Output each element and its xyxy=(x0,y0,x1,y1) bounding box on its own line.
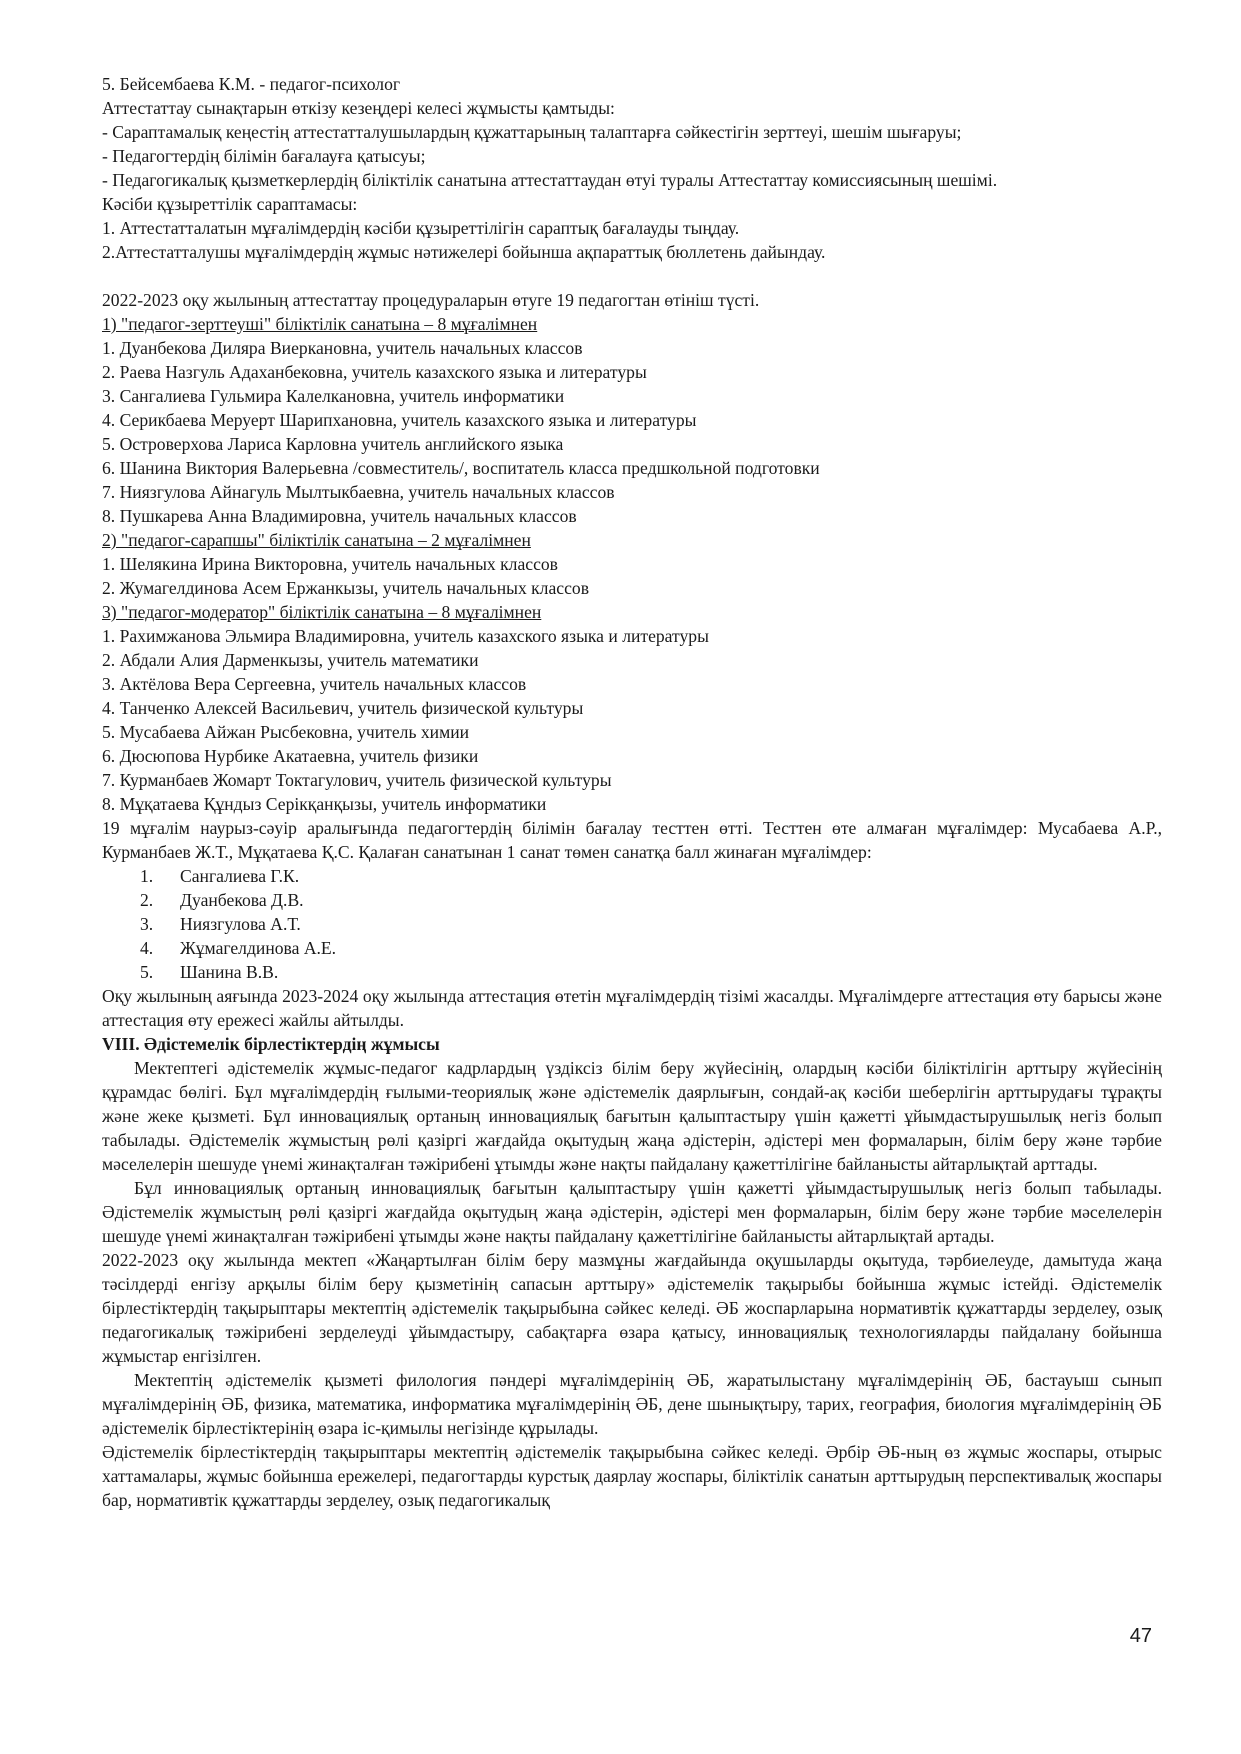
low-score-list xyxy=(102,864,1162,984)
list-text: Шанина В.В. xyxy=(180,962,279,982)
list-item: 1. Рахимжанова Эльмира Владимировна, учитель казахского языка и литературы xyxy=(102,626,709,646)
list-text: Жұмагелдинова А.Е. xyxy=(180,938,337,958)
page-number: 47 xyxy=(1129,1625,1152,1647)
text-line: 2.Аттестатталушы мұғалімдердің жұмыс нәтижелері бойынша ақпараттық бюллетень дайындау. xyxy=(102,242,826,262)
list-item: 5. Островерхова Лариса Карловна учитель английского языка xyxy=(102,434,564,454)
category-heading: 3) "педагог-модератор" біліктілік санатына – 8 мұғалімнен xyxy=(102,602,542,622)
list-item: 7. Курманбаев Жомарт Токтагулович, учитель физической культуры xyxy=(102,770,612,790)
list-item xyxy=(140,912,1162,936)
list-number: 3. xyxy=(140,914,154,934)
list-item: 1. Дуанбекова Диляра Виеркановна, учитель начальных классов xyxy=(102,338,583,358)
list-number: 5. xyxy=(140,962,154,982)
category-heading: 2) "педагог-сарапшы" біліктілік санатына – 2 мұғалімнен xyxy=(102,530,531,550)
list-text: Сангалиева Г.К. xyxy=(180,866,300,886)
commission-paragraph: - Педагогикалық қызметкерлердің біліктілік санатына аттестаттаудан өтуі туралы Аттестаттау комиссиясының шешімі. xyxy=(102,170,998,190)
list-text: Дуанбекова Д.В. xyxy=(180,890,304,910)
text-line: Кәсіби құзыреттілік сараптамасы: xyxy=(102,194,358,214)
list-item: 4. Танченко Алексей Васильевич, учитель физической культуры xyxy=(102,698,584,718)
list-item: 3. Сангалиева Гульмира Калелкановна, учитель информатики xyxy=(102,386,565,406)
body-paragraph: Бұл инновациялық ортаның инновациялық бағытын қалыптастыру үшін қажетті ұйымдастырушылық негіз болып табылады. Әдістемелік жұмыстың рөлі қазіргі жағдайда оқытудың жаңа әдістерін, әдістері мен формаларын, білім беру және тәрбие мәселелерін шешуде үнемі жинақталған тәжірибені ұтымды және нақты пайдалану қажеттілігіне байланысты айтарлықтай артады. xyxy=(102,1178,1162,1246)
text-line: - Педагогтердің білімін бағалауға қатысуы; xyxy=(102,146,426,166)
text-line: - Сараптамалық кеңестің аттестатталушылардың құжаттарының талаптарға сәйкестігін зерттеуі, шешім шығаруы; xyxy=(102,122,962,142)
section-heading: VIII. Әдістемелік бірлестіктердің жұмысы xyxy=(102,1034,440,1054)
category-heading: 1) "педагог-зерттеуші" біліктілік санатына – 8 мұғалімнен xyxy=(102,314,538,334)
list-item: 7. Ниязгулова Айнагуль Мылтыкбаевна, учитель начальных классов xyxy=(102,482,615,502)
list-item: 2. Раева Назгуль Адаханбековна, учитель казахского языка и литературы xyxy=(102,362,647,382)
applications-line: 2022-2023 оқу жылының аттестаттау процедураларын өтуге 19 педагогтан өтініш түсті. xyxy=(102,290,760,310)
list-item: 8. Пушкарева Анна Владимировна, учитель начальных классов xyxy=(102,506,577,526)
body-paragraph: Мектептің әдістемелік қызметі филология пәндері мұғалімдерінің ӘБ, жаратылыстану мұғалімдерінің ӘБ, бастауыш сынып мұғалімдерінің ӘБ, физика, математика, информатика мұғалімдерінің ӘБ, дене шынықтыру, тарих, география, биология мұғалімдерінің ӘБ әдістемелік бірлестіктерінің өзара іс-қимылы негізінде құрылады. xyxy=(102,1370,1162,1438)
list-number: 2. xyxy=(140,890,154,910)
list-item: 5. Мусабаева Айжан Рысбековна, учитель химии xyxy=(102,722,470,742)
document-page xyxy=(102,72,1162,1512)
body-paragraph: Әдістемелік бірлестіктердің тақырыптары мектептің әдістемелік тақырыбына сәйкес келеді. Әрбір ӘБ-ның өз жұмыс жоспары, отырыс хаттамалары, жұмыс бойынша ережелері, педагогтарды курстық даярлау жоспары, біліктілік санатын арттырудың перспективалық жоспары бар, нормативтік құжаттарды зерделеу, озық педагогикалық xyxy=(102,1442,1162,1510)
test-paragraph: 19 мұғалім наурыз-сәуір аралығында педагогтердің білімін бағалау тесттен өтті. Тесттен өте алмаған мұғалімдер: Мусабаева А.Р., Курманбаев Ж.Т., Мұқатаева Қ.С. Қалаған санатынан 1 санат төмен санатқа балл жинаған мұғалімдер: xyxy=(102,818,1162,862)
list-item: 6. Дюсюпова Нурбике Акатаевна, учитель физики xyxy=(102,746,479,766)
list-item xyxy=(140,936,1162,960)
year-end-paragraph: Оқу жылының аяғында 2023-2024 оқу жылында аттестация өтетін мұғалімдердің тізімі жасалды. Мұғалімдерге аттестация өту барысы және аттестация өту ережесі жайлы айтылды. xyxy=(102,986,1162,1030)
body-paragraph: 2022-2023 оқу жылында мектеп «Жаңартылған білім беру мазмұны жағдайында оқушыларды оқытуда, тәрбиелеуде, дамытуда жаңа тәсілдерді енгізу арқылы білім беру қызметінің сапасын арттыру» әдістемелік тақырыбы бойынша жұмыс істейді. Әдістемелік бірлестіктердің тақырыптары мектептің әдістемелік тақырыбына сәйкес келеді. ӘБ жоспарларына нормативтік құжаттарды зерделеу, озық педагогикалық тәжірибені зерделеуді ұйымдастыру, сабақтарға өзара қатысу, инновациялық технологияларды пайдалану бойынша жұмыстар енгізілген. xyxy=(102,1250,1162,1366)
body-paragraph: Мектептегі әдістемелік жұмыс-педагог кадрлардың үздіксіз білім беру жүйесінің, олардың кәсіби біліктілігін арттыру жүйесінің құрамдас бөлігі. Бұл мұғалімдердің ғылыми-теориялық және әдістемелік даярлығын, сондай-ақ кәсіби шеберлігін арттырудағы тұрақты және жеке қызметі. Бұл инновациялық ортаның инновациялық бағытын қалыптастыру үшін қажетті ұйымдастырушылық негіз болып табылады. Әдістемелік жұмыстың рөлі қазіргі жағдайда оқытудың жаңа әдістерін, әдістері мен формаларын, білім беру және тәрбие мәселелерін шешуде үнемі жинақталған тәжірибені ұтымды және нақты пайдалану қажеттілігіне байланысты айтарлықтай арттады. xyxy=(102,1058,1162,1174)
list-item xyxy=(140,864,1162,888)
list-item: 3. Актёлова Вера Сергеевна, учитель начальных классов xyxy=(102,674,527,694)
list-item: 8. Мұқатаева Құндыз Серікқанқызы, учитель информатики xyxy=(102,794,547,814)
blank-line xyxy=(102,264,1162,288)
text-line: 1. Аттестатталатын мұғалімдердің кәсіби құзыреттілігін сараптық бағалауды тыңдау. xyxy=(102,218,740,238)
list-item xyxy=(140,960,1162,984)
list-number: 1. xyxy=(140,866,154,886)
list-item: 6. Шанина Виктория Валерьевна /совместитель/, воспитатель класса предшкольной подготовки xyxy=(102,458,820,478)
text-line: 5. Бейсембаева К.М. - педагог-психолог xyxy=(102,74,401,94)
text-line: Аттестаттау сынақтарын өткізу кезеңдері келесі жұмысты қамтыды: xyxy=(102,98,615,118)
list-item xyxy=(140,888,1162,912)
list-item: 4. Серикбаева Меруерт Шарипхановна, учитель казахского языка и литературы xyxy=(102,410,697,430)
list-item: 1. Шелякина Ирина Викторовна, учитель начальных классов xyxy=(102,554,558,574)
list-number: 4. xyxy=(140,938,154,958)
list-item: 2. Абдали Алия Дарменкызы, учитель математики xyxy=(102,650,479,670)
list-item: 2. Жумагелдинова Асем Ержанкызы, учитель начальных классов xyxy=(102,578,589,598)
list-text: Ниязгулова А.Т. xyxy=(180,914,301,934)
